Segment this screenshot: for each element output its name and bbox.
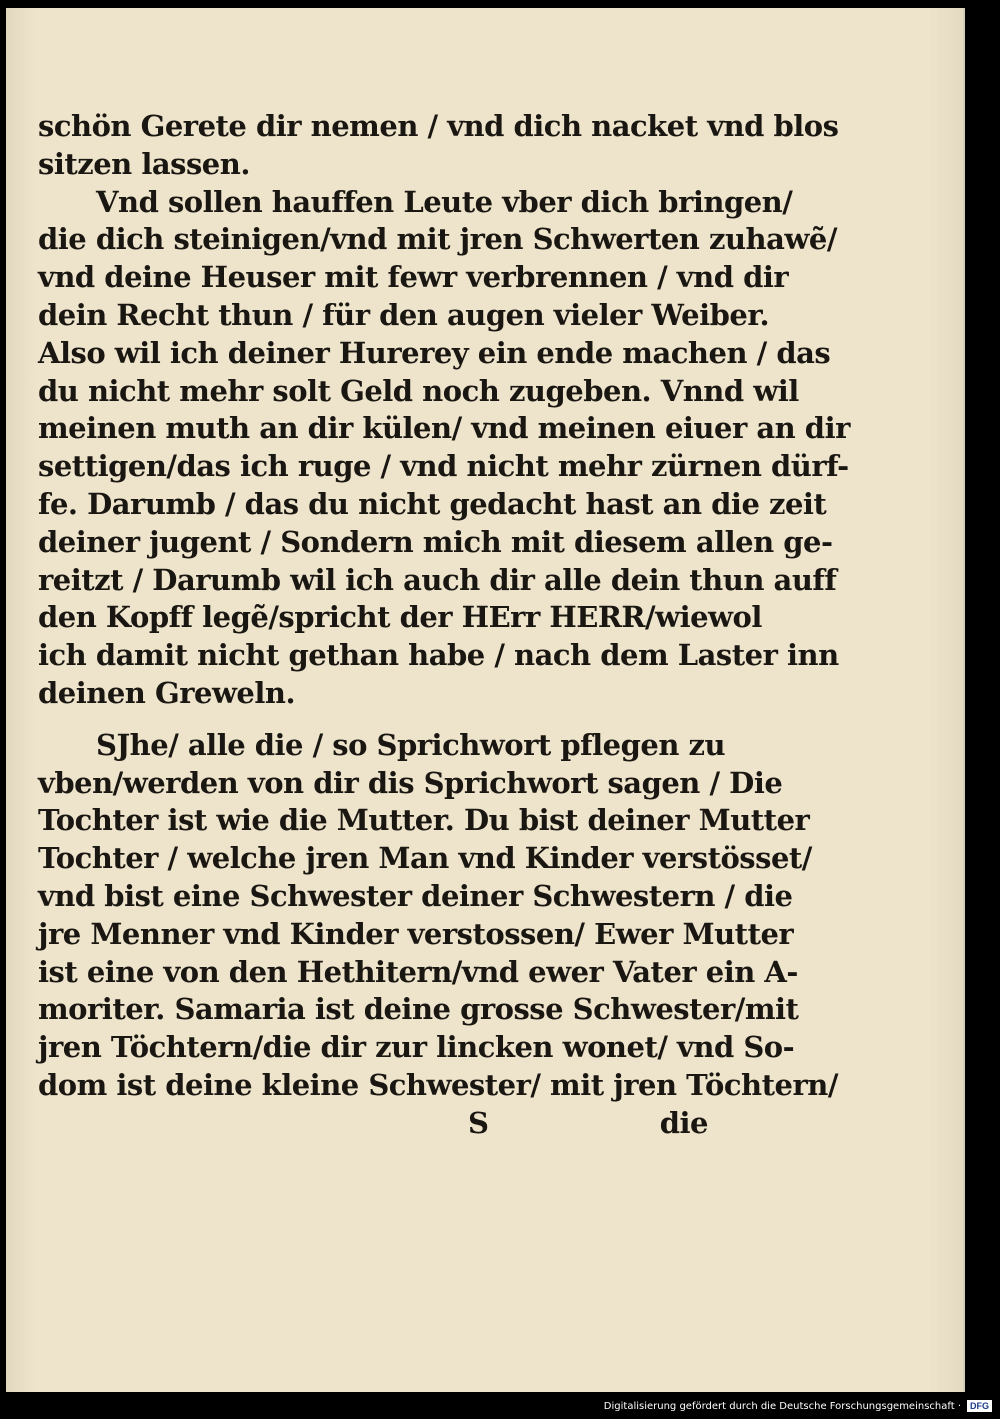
text-line: Tochter ist wie die Mutter. Du bist deiner Mutter bbox=[38, 803, 810, 838]
page-text bbox=[38, 108, 850, 1143]
text-line: dein Recht thun / für den augen vieler Weiber. bbox=[38, 297, 770, 332]
text-line: SJhe/ alle die / so Sprichwort pflegen zu bbox=[96, 727, 726, 762]
dfg-logo: DFG bbox=[967, 1400, 992, 1412]
text-line: ich damit nicht gethan habe / nach dem Laster inn bbox=[38, 638, 839, 673]
text-line: reitzt / Darumb wil ich auch dir alle dein thun auff bbox=[38, 562, 837, 597]
signature-mark: S bbox=[468, 1105, 489, 1140]
page-bottom-marks bbox=[38, 1105, 718, 1143]
text-line: die dich steinigen/vnd mit jren Schwerten zuhawẽ/ bbox=[38, 222, 837, 257]
text-line: sitzen lassen. bbox=[38, 146, 250, 181]
text-line: deiner jugent / Sondern mich mit diesem allen ge- bbox=[38, 524, 833, 559]
text-line: Tochter / welche jren Man vnd Kinder verstösset/ bbox=[38, 841, 812, 876]
text-line: dom ist deine kleine Schwester/ mit jren Töchtern/ bbox=[38, 1067, 838, 1102]
text-line: fe. Darumb / das du nicht gedacht hast an die zeit bbox=[38, 486, 827, 521]
text-line: Also wil ich deiner Hurerey ein ende machen / das bbox=[38, 335, 831, 370]
text-line: settigen/das ich ruge / vnd nicht mehr zürnen dürf- bbox=[38, 449, 849, 484]
book-page bbox=[6, 8, 965, 1392]
credit-text: Digitalisierung gefördert durch die Deutsche Forschungsgemeinschaft · bbox=[603, 1400, 961, 1412]
text-line: jre Menner vnd Kinder verstossen/ Ewer Mutter bbox=[38, 916, 794, 951]
text-line: meinen muth an dir külen/ vnd meinen eiuer an dir bbox=[38, 411, 850, 446]
text-line: ist eine von den Hethitern/vnd ewer Vater ein A- bbox=[38, 954, 798, 989]
text-line: Vnd sollen hauffen Leute vber dich bringen/ bbox=[96, 184, 793, 219]
text-line: vben/werden von dir dis Sprichwort sagen / Die bbox=[38, 765, 783, 800]
paragraph-gap bbox=[38, 713, 718, 727]
catchword: die bbox=[659, 1105, 708, 1140]
text-line: schön Gerete dir nemen / vnd dich nacket vnd blos bbox=[38, 109, 839, 143]
text-line: du nicht mehr solt Geld noch zugeben. Vnnd wil bbox=[38, 373, 799, 408]
text-line: deinen Greweln. bbox=[38, 675, 296, 710]
digitization-credit bbox=[604, 1399, 992, 1413]
text-line: vnd bist eine Schwester deiner Schwestern / die bbox=[38, 878, 793, 913]
text-line: vnd deine Heuser mit fewr verbrennen / vnd dir bbox=[38, 260, 789, 295]
text-line: jren Töchtern/die dir zur lincken wonet/ vnd So- bbox=[38, 1030, 795, 1065]
text-line: moriter. Samaria ist deine grosse Schwester/mit bbox=[38, 992, 799, 1027]
text-line: den Kopff legẽ/spricht der HErr HERR/wiewol bbox=[38, 600, 762, 635]
